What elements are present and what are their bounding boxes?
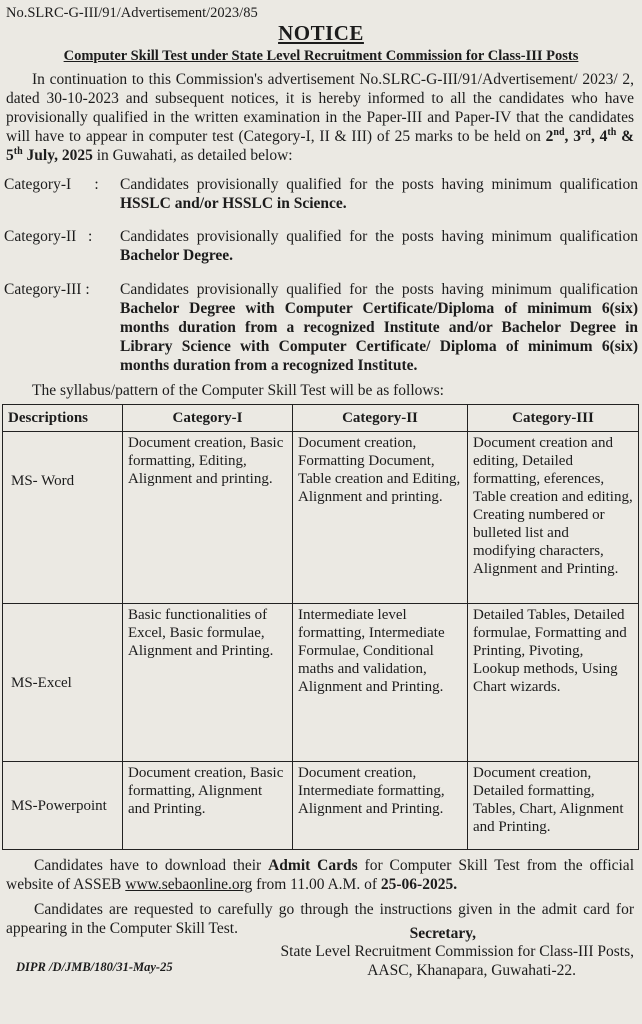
row-name: MS- Word (3, 432, 123, 604)
table-cell: Document creation, Detailed formatting, Tables, Chart, Alignment and Printing. (468, 762, 639, 850)
table-row (3, 432, 639, 604)
table-row (3, 762, 639, 850)
column-header: Category-III (468, 405, 639, 432)
category-label: Category-I (4, 176, 72, 193)
intro-tail: in Guwahati, as detailed below: (92, 147, 293, 164)
notice-title: NOTICE (278, 21, 364, 45)
row-name: MS-Powerpoint (3, 762, 123, 850)
notice-subtitle: Computer Skill Test under State Level Recruitment Commission for Class-III Posts (63, 48, 579, 64)
table-cell: Basic functionalities of Excel, Basic formulae, Alignment and Printing. (123, 604, 293, 762)
notice-page: No.SLRC-G-III/91/Advertisement/2023/85 NOTICE Computer Skill Test under State Level Recruitment Commission for Class-III Posts In continuation to this Commission's advertisement No.SLRC-G-III/91/Advertisement/ 2023/ 2, dated 30-10-2023 and subsequent notices, it is hereby informed to all the candidates who have provisionally qualified in the written examination in the Paper-III and Paper-IV that the candidates will have to appear in computer test (Category-I, II & III) of 25 marks to be held on 2nd, 3rd, 4th & 5th July, 2025 in Guwahati, as detailed below: Category-I : Candidates provisionally qualified for the posts having minimum qualification HSSLC and/or HSSLC in Science. Category-II : Candidates provisionally qualified for the posts having minimum qualification Bachelor Degree. Category-III : Candidates provisionally qualified for the posts having minimum qualification Bachelor Degree with Computer Certificate/Diploma of minimum 6(six) months duration from a recognized Institute and/or Bachelor Degree in Library Science with Computer Certificate/ Diploma of minimum 6(six) months duration from a recognized Institute. The syllabus/pattern of the Computer Skill Test will be as follows: Descriptions Category-I Category-II Category-III MS- Word Document creation, Basic formatting, Editing, Alignment and printing. Document creation, Formatting Document, Table creation and Editing, Alignment and printing. Document creation and editing, Detailed formatting, eferences, Table creation and editing, Creating numbered or bulleted list and modifying characters, Alignment and Printing. MS-Excel Basic functionalities of Excel, Basic formulae, Alignment and Printing. Intermediate level formatting, Intermediate Formulae, Conditional maths and validation, Alignment and Printing. Detailed Tables, Detailed formulae, Formatting and Printing, Pivoting, Lookup methods, Using Chart wizards. MS-Powerpoint Document creation, Basic formatting, Alignment and Printing. Document creation, Intermediate formatting, Alignment and Printing. Document creation, Detailed formatting, Tables, Chart, Alignment and Printing. Candidates have to download their Admit Cards for Computer Skill Test from the official website of ASSEB www.sebaonline.org from 11.00 A.M. of 25-06-2025. Candidates are requested to carefully go through the instructions given in the admit card for appearing in the Computer Skill Test. Secretary, State Level Recruitment Commission for Class-III Posts, AASC, Khanapara, Guwahati-22. DIPR /D/JMB/180/31-May-25 (0, 0, 642, 1024)
syllabus-table (2, 404, 639, 850)
table-row (3, 604, 639, 762)
column-header: Category-I (123, 405, 293, 432)
row-name: MS-Excel (3, 604, 123, 762)
table-cell: Document creation, Intermediate formatting, Alignment and Printing. (293, 762, 468, 850)
syllabus-intro: The syllabus/pattern of the Computer Skill Test will be as follows: (32, 382, 444, 399)
table-cell: Document creation, Basic formatting, Alignment and Printing. (123, 762, 293, 850)
category-description: Candidates provisionally qualified for the posts having minimum qualification HSSLC and/or HSSLC in Science. (120, 176, 638, 212)
intro-paragraph (6, 70, 634, 165)
intro-text: In continuation to this Commission's advertisement No.SLRC-G-III/91/Advertisement/ 2023/ 2, dated 30-10-2023 and subsequent notices, it is hereby informed to all the candidates who have provisionally qualified in the written examination in the Paper-III and Paper-IV that the candidates will have to appear in computer test (Category-I, II & III) of 25 marks to be held on (6, 71, 634, 145)
table-cell: Document creation, Formatting Document, Table creation and Editing, Alignment and printing. (293, 432, 468, 604)
reference-number: No.SLRC-G-III/91/Advertisement/2023/85 (6, 5, 258, 21)
column-header: Descriptions (3, 405, 123, 432)
table-cell: Intermediate level formatting, Intermediate Formulae, Conditional maths and validation, Alignment and Printing. (293, 604, 468, 762)
test-dates: 2nd, 3rd, 4th & 5th July, 2025 (6, 126, 635, 164)
table-cell: Detailed Tables, Detailed formulae, Formatting and Printing, Pivoting, Lookup methods, Using Chart wizards. (468, 604, 639, 762)
office-address: State Level Recruitment Commission for Class-III Posts, AASC, Khanapara, Guwahati-22. (280, 943, 634, 979)
secretary-title: Secretary, (409, 925, 476, 942)
instructions-paragraph: Candidates are requested to carefully go through the instructions given in the admit card for appearing in the Computer Skill Test. (6, 901, 634, 937)
website-link[interactable]: www.sebaonline.org (125, 876, 253, 893)
table-cell: Document creation, Basic formatting, Editing, Alignment and printing. (123, 432, 293, 604)
category-label: Category-II (4, 228, 77, 245)
category-label: Category-III (4, 281, 82, 298)
category-description: Candidates provisionally qualified for the posts having minimum qualification Bachelor Degree with Computer Certificate/Diploma of minimum 6(six) months duration from a recognized Institute and/or Bachelor Degree in Library Science with Computer Certificate/ Diploma of minimum 6(six) months duration from a recognized Institute. (120, 281, 638, 374)
column-header: Category-II (293, 405, 468, 432)
table-cell: Document creation and editing, Detailed formatting, eferences, Table creation and editing, Creating numbered or bulleted list and modifying characters, Alignment and Printing. (468, 432, 639, 604)
table-header-row (3, 405, 639, 432)
category-description: Candidates provisionally qualified for the posts having minimum qualification Bachelor Degree. (120, 228, 638, 264)
admit-card-paragraph: Candidates have to download their Admit Cards for Computer Skill Test from the official website of ASSEB www.sebaonline.org from 11.00 A.M. of 25-06-2025. (6, 857, 634, 893)
dipr-reference: DIPR /D/JMB/180/31-May-25 (16, 960, 173, 974)
